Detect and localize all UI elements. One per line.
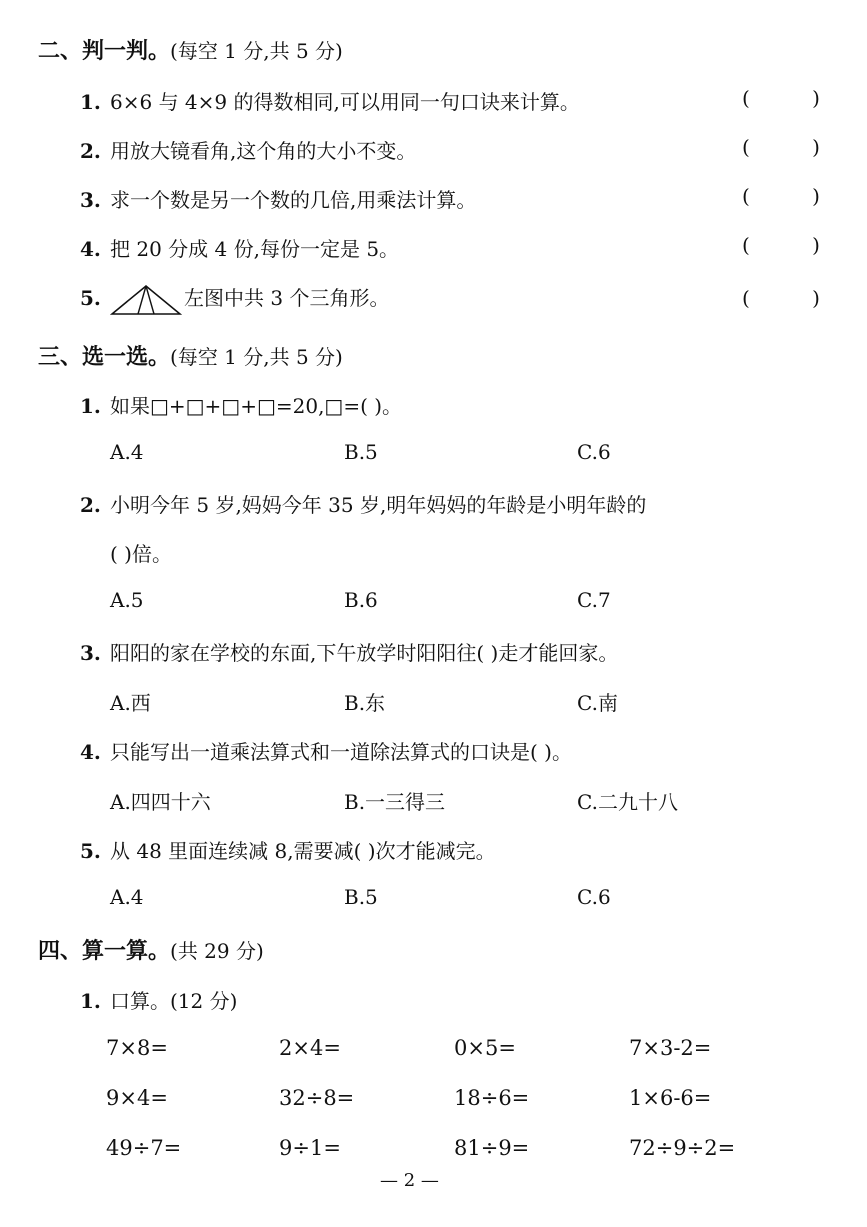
item-text: 6×6 与 4×9 的得数相同,可以用同一句口诀来计算。 [110,90,580,114]
section4-title: 四、算一算。 [38,938,171,964]
item-number: 2. [80,139,101,163]
calc-expression: 7×8= [106,1036,168,1060]
answer-paren-3[interactable]: ( ) [742,184,848,208]
option-c[interactable]: C.6 [577,885,611,909]
question-number: 1. [80,394,101,418]
calc-expression: 32÷8= [279,1086,355,1110]
sub-question-number: 1. [80,989,101,1013]
question-text: 小明今年 5 岁,妈妈今年 35 岁,明年妈妈的年龄是小明年龄的 [110,493,647,517]
calc-expression: 18÷6= [454,1086,530,1110]
choice-question-3 [80,637,618,666]
calc-expression: 49÷7= [106,1136,182,1160]
option-b[interactable]: B.东 [344,691,386,715]
calc-expression: 9×4= [106,1086,168,1110]
question-text-continued: ( )倍。 [110,542,172,566]
question-number: 4. [80,740,101,764]
option-a[interactable]: A.四四十六 [110,790,211,814]
option-a[interactable]: A.5 [110,588,144,612]
calc-expression: 1×6-6= [629,1086,712,1110]
option-b[interactable]: B.5 [344,885,378,909]
question-text: 阳阳的家在学校的东面,下午放学时阳阳往( )走才能回家。 [110,641,619,665]
section3-note: (每空 1 分,共 5 分) [170,345,343,369]
option-a[interactable]: A.4 [110,440,144,464]
choice-question-4 [80,736,572,765]
item-text: 用放大镜看角,这个角的大小不变。 [110,139,417,163]
option-c[interactable]: C.二九十八 [577,790,678,814]
calc-expression: 72÷9÷2= [629,1136,736,1160]
option-c[interactable]: C.6 [577,440,611,464]
question-number: 5. [80,839,101,863]
question-number: 2. [80,493,101,517]
answer-paren-2[interactable]: ( ) [742,135,848,159]
answer-paren-4[interactable]: ( ) [742,233,848,257]
item-text: 左图中共 3 个三角形。 [184,286,390,310]
answer-paren-5[interactable]: ( ) [742,286,848,310]
judge-item-4 [80,233,399,262]
section2-title: 二、判一判。 [38,38,171,64]
item-text: 把 20 分成 4 份,每份一定是 5。 [110,237,400,261]
answer-paren-1[interactable]: ( ) [742,86,848,110]
option-a[interactable]: A.4 [110,885,144,909]
option-b[interactable]: B.5 [344,440,378,464]
calc-expression: 7×3-2= [629,1036,712,1060]
option-a[interactable]: A.西 [110,691,151,715]
calc-expression: 0×5= [454,1036,516,1060]
item-number: 4. [80,237,101,261]
sub-question-text: 口算。(12 分) [110,989,238,1013]
question-number: 3. [80,641,101,665]
choice-question-2 [80,489,646,518]
judge-item-2 [80,135,416,164]
sub-question-1 [80,985,237,1014]
calc-expression: 9÷1= [279,1136,341,1160]
question-text: 只能写出一道乘法算式和一道除法算式的口诀是( )。 [110,740,572,764]
triangle-figure-icon [110,283,182,317]
section3-heading [38,340,343,371]
judge-item-5 [80,282,389,317]
option-c[interactable]: C.南 [577,691,618,715]
section4-heading [38,934,264,965]
section3-title: 三、选一选。 [38,344,171,370]
page-number: — 2 — [380,1170,439,1191]
question-text: 如果□+□+□+□=20,□=( )。 [110,394,403,418]
section2-heading [38,34,343,65]
item-number: 3. [80,188,101,212]
judge-item-3 [80,184,476,213]
choice-question-5 [80,835,496,864]
choice-question-1 [80,390,402,419]
section2-note: (每空 1 分,共 5 分) [170,39,343,63]
calc-expression: 2×4= [279,1036,341,1060]
question-text: 从 48 里面连续减 8,需要减( )次才能减完。 [110,839,496,863]
option-b[interactable]: B.6 [344,588,378,612]
item-number: 5. [80,286,101,310]
item-number: 1. [80,90,101,114]
section4-note: (共 29 分) [170,939,264,963]
item-text: 求一个数是另一个数的几倍,用乘法计算。 [110,188,477,212]
option-c[interactable]: C.7 [577,588,611,612]
option-b[interactable]: B.一三得三 [344,790,446,814]
calc-expression: 81÷9= [454,1136,530,1160]
judge-item-1 [80,86,580,115]
